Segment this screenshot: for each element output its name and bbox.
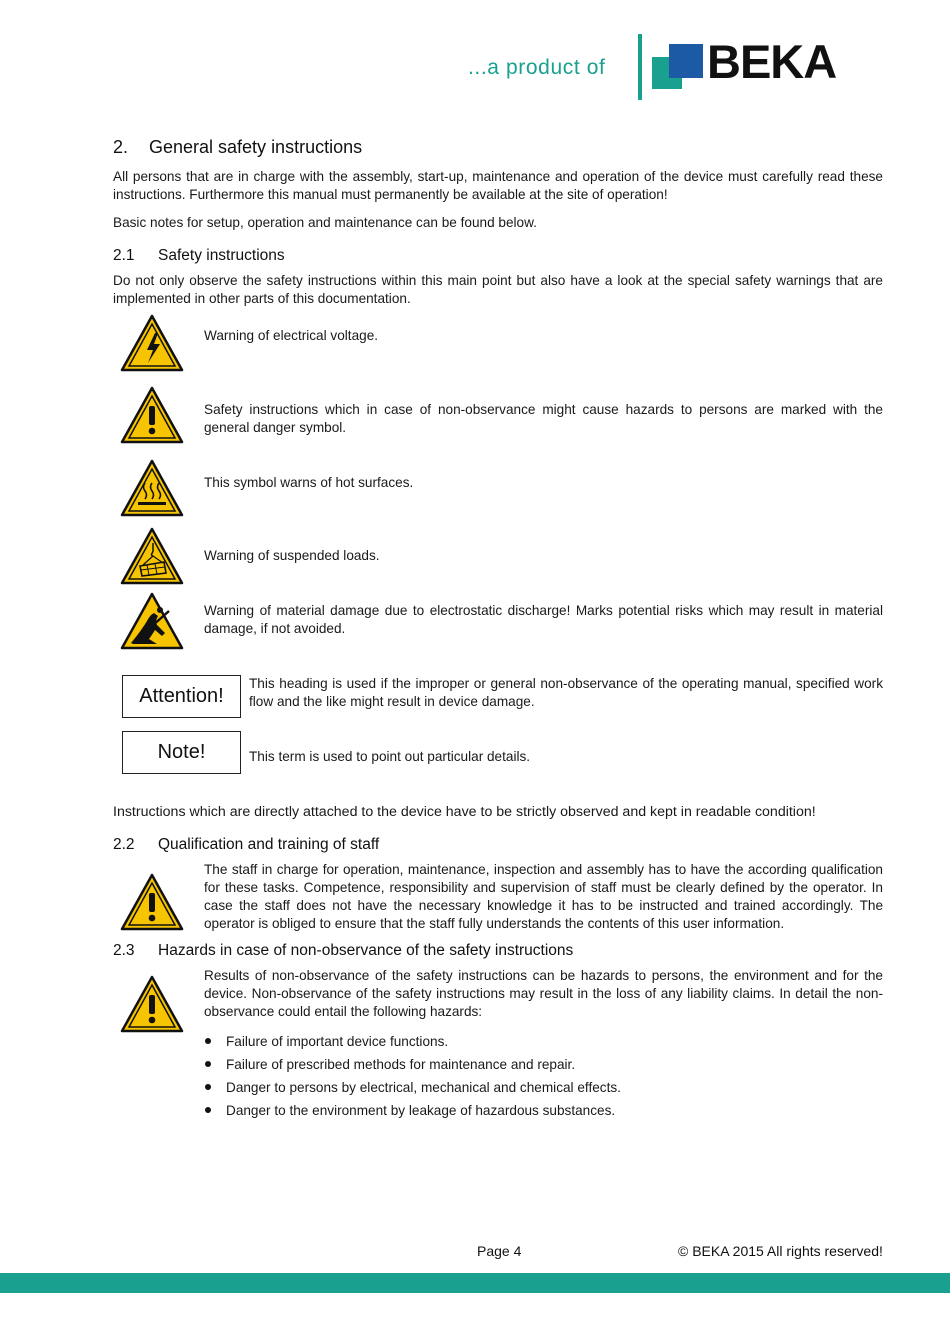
bullet-icon <box>205 1038 211 1044</box>
electrostatic-discharge-icon <box>119 591 185 651</box>
general-danger-icon <box>119 872 185 932</box>
hot-surface-icon <box>119 458 185 518</box>
electrical-voltage-warning-icon <box>119 313 185 373</box>
section-2-3-heading <box>113 942 573 960</box>
section-number: 2. <box>113 137 129 157</box>
section-2-heading <box>113 137 362 158</box>
list-item-text: Danger to persons by electrical, mechanical and chemical effects. <box>226 1080 621 1095</box>
copyright-notice: © BEKA 2015 All rights reserved! <box>678 1243 883 1259</box>
note-text: This term is used to point out particular details. <box>249 749 531 764</box>
footer-band <box>0 1273 950 1293</box>
attention-label-box: Attention! <box>122 675 241 718</box>
header-tagline: ...a product of <box>468 56 606 79</box>
section-2-2-text: The staff in charge for operation, maintenance, inspection and assembly has to have the according qualification for these tasks. Competence, responsibility and supervision of staff must be clearly defined by the operator. In case the staff does not have the necessary knowledge it has to be instructed and trained accordingly. The operator is obliged to ensure that the staff fully understands the contents of this user information. <box>204 862 883 931</box>
section-title: General safety instructions <box>149 137 363 157</box>
section-number: 2.2 <box>113 836 135 853</box>
attention-text: This heading is used if the improper or general non-observance of the operating manual, specified work flow and the like might result in device damage. <box>249 676 883 709</box>
section-2-basic-notes: Basic notes for setup, operation and maintenance can be found below. <box>113 215 537 230</box>
list-item-text: Danger to the environment by leakage of hazardous substances. <box>226 1103 616 1118</box>
general-danger-icon <box>119 385 185 445</box>
device-instructions-note: Instructions which are directly attached to the device have to be strictly observed and kept in readable condition! <box>113 804 816 820</box>
section-title: Safety instructions <box>158 247 285 264</box>
suspended-load-icon <box>119 526 185 586</box>
list-item-text: Failure of important device functions. <box>226 1034 449 1049</box>
symbol-electrical-text: Warning of electrical voltage. <box>204 328 379 343</box>
header-divider <box>638 34 642 100</box>
section-number: 2.1 <box>113 247 135 264</box>
symbol-suspended-load-text: Warning of suspended loads. <box>204 548 380 563</box>
beka-logo-blue-square <box>669 44 703 78</box>
section-title: Hazards in case of non-observance of the safety instructions <box>158 942 574 959</box>
hazards-list <box>204 1030 621 1122</box>
page-number: Page 4 <box>477 1243 522 1259</box>
section-2-intro: All persons that are in charge with the assembly, start-up, maintenance and operation of the device must carefully read these instructions. Furthermore this manual must permanently be available at the site of operation! <box>113 169 883 202</box>
section-2-1-heading <box>113 247 285 265</box>
bullet-icon <box>205 1061 211 1067</box>
general-danger-icon <box>119 974 185 1034</box>
note-label-box: Note! <box>122 731 241 774</box>
symbol-esd-text: Warning of material damage due to electrostatic discharge! Marks potential risks which may result in material damage, if not avoided. <box>204 603 883 636</box>
section-number: 2.3 <box>113 942 135 959</box>
bullet-icon <box>205 1084 211 1090</box>
beka-logo-text: BEKA <box>707 35 837 88</box>
section-title: Qualification and training of staff <box>158 836 380 853</box>
list-item <box>204 1030 621 1053</box>
list-item-text: Failure of prescribed methods for maintenance and repair. <box>226 1057 576 1072</box>
symbol-general-danger-text: Safety instructions which in case of non-observance might cause hazards to persons are marked with the general danger symbol. <box>204 402 883 435</box>
section-2-3-text: Results of non-observance of the safety instructions can be hazards to persons, the environment and for the device. Non-observance of the safety instructions may result in the loss of any liability claims. In detail the non-observance could entail the following hazards: <box>204 968 883 1019</box>
list-item <box>204 1099 621 1122</box>
list-item <box>204 1076 621 1099</box>
list-item <box>204 1053 621 1076</box>
section-2-1-intro: Do not only observe the safety instructions within this main point but also have a look at the special safety warnings that are implemented in other parts of this documentation. <box>113 273 883 306</box>
symbol-hot-surface-text: This symbol warns of hot surfaces. <box>204 475 414 490</box>
bullet-icon <box>205 1107 211 1113</box>
section-2-2-heading <box>113 836 379 854</box>
